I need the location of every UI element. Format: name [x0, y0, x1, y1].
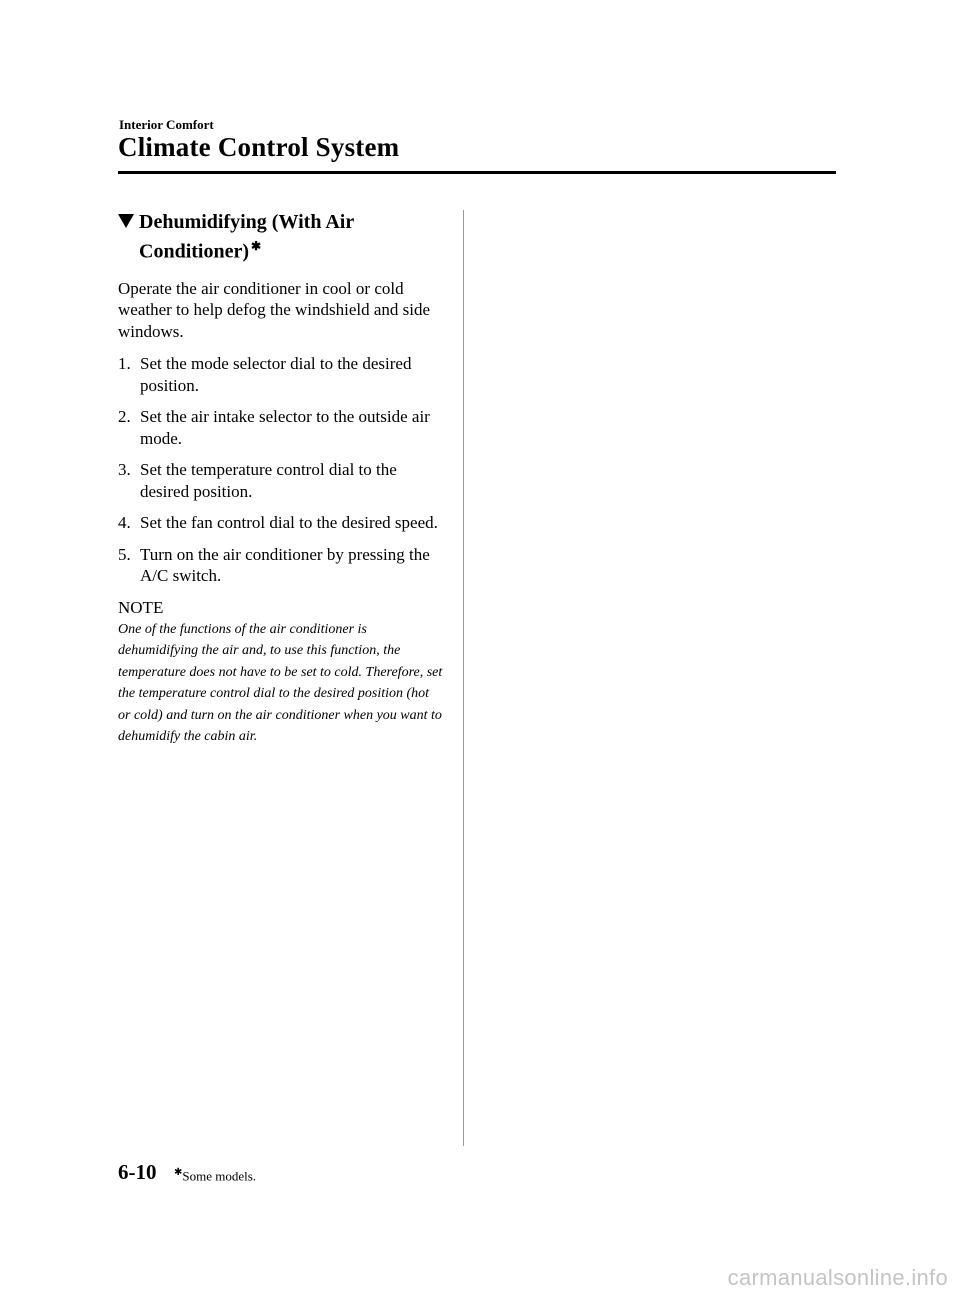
asterisk-icon: ✱ — [251, 239, 262, 253]
page-number: 6-10 — [118, 1160, 157, 1184]
subsection-heading — [118, 210, 443, 264]
step-text: Set the temperature control dial to the desired position. — [140, 460, 397, 501]
title-divider — [118, 171, 836, 174]
footnote-text: Some models. — [182, 1168, 257, 1184]
list-item — [118, 459, 443, 502]
down-triangle-icon — [118, 214, 134, 228]
step-text: Set the fan control dial to the desired speed. — [140, 513, 438, 533]
footnote — [174, 1167, 256, 1184]
step-text: Turn on the air conditioner by pressing the A/C switch. — [140, 544, 430, 586]
watermark: carmanualsonline.info — [727, 1265, 948, 1290]
step-text: Set the air intake selector to the outside air mode. — [140, 407, 430, 448]
steps-list — [118, 353, 443, 587]
intro-paragraph: Operate the air conditioner in cool or cold weather to help defog the windshield and side windows. — [118, 278, 431, 341]
step-number: 4. — [118, 513, 131, 533]
content-column — [118, 210, 443, 748]
asterisk-icon: ✱ — [174, 1167, 183, 1178]
step-text: Set the mode selector dial to the desired position. — [140, 354, 412, 395]
note-text: One of the functions of the air conditioner is dehumidifying the air and, to use this function, the temperature does not have to be set to cold. Therefore, set the temperature control dial to the desired position (hot or cold) and turn on the air conditioner when you want to dehumidify the cabin air. — [118, 621, 443, 745]
heading-line-2: Conditioner) — [139, 240, 249, 263]
section-label: Interior Comfort — [119, 117, 214, 132]
list-item — [118, 353, 443, 396]
step-number: 2. — [118, 407, 131, 427]
step-number: 3. — [118, 460, 131, 480]
list-item — [118, 406, 443, 449]
list-item — [118, 512, 443, 534]
column-divider — [463, 210, 464, 1146]
step-number: 5. — [118, 544, 131, 564]
heading-line-1: Dehumidifying (With Air — [139, 211, 355, 233]
page-title: Climate Control System — [118, 132, 400, 162]
list-item — [118, 544, 443, 587]
step-number: 1. — [118, 354, 131, 374]
note-label: NOTE — [118, 597, 164, 617]
